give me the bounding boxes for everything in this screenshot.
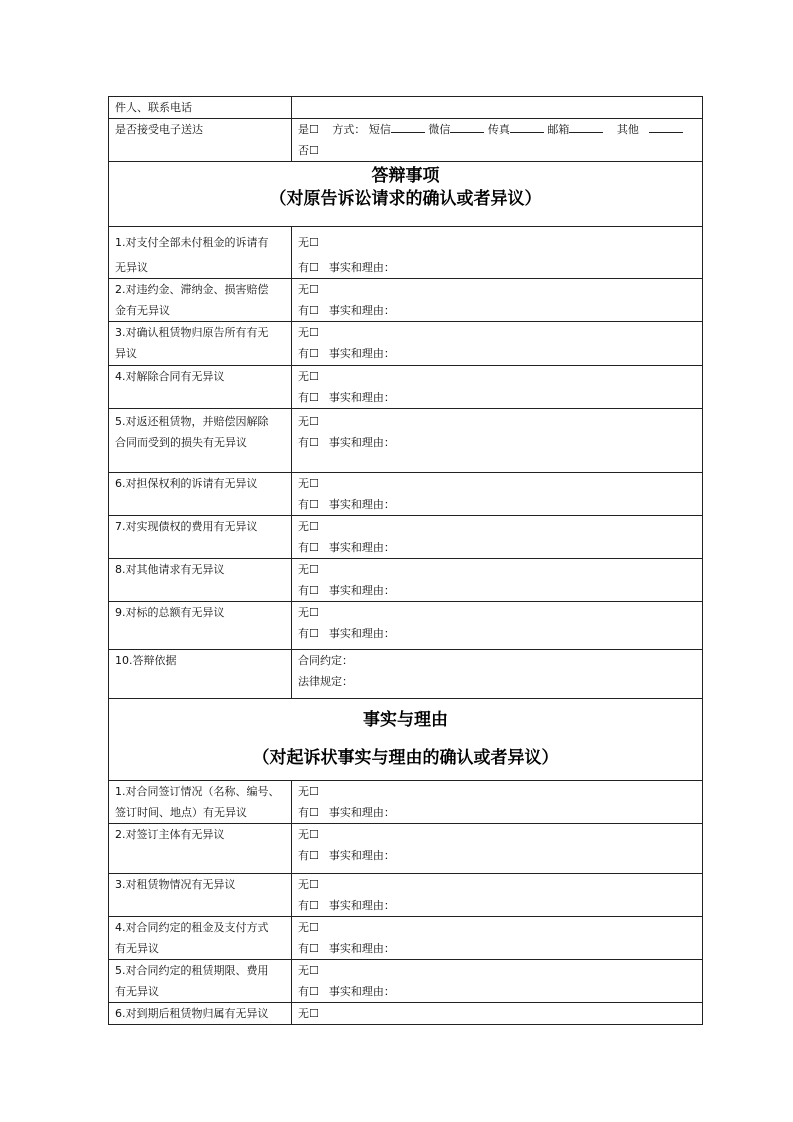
none-checkbox[interactable]: 无☐ (298, 606, 319, 619)
none-checkbox[interactable]: 无☐ (298, 415, 319, 428)
e-service-label: 是否接受电子送达 (115, 123, 203, 136)
section-defense-subtitle: （对原告诉讼请求的确认或者异议） (269, 189, 542, 209)
has-checkbox[interactable]: 有☐ (298, 806, 319, 819)
defense-row-answer (292, 473, 703, 516)
defense-row-label (109, 516, 292, 559)
defense-row (109, 409, 703, 473)
defense-form-table (108, 96, 703, 1025)
defense-row-answer (292, 227, 703, 279)
defense-row-answer (292, 279, 703, 322)
label-line-1: 3.对确认租赁物归原告所有有无 (115, 326, 269, 339)
reason-label: 事实和理由： (328, 806, 395, 819)
defense-row (109, 227, 703, 279)
label-line-1: 2.对签订主体有无异议 (115, 828, 225, 841)
facts-row (109, 824, 703, 874)
reason-label: 事实和理由： (328, 627, 395, 640)
defense-basis-label: 10.答辩依据 (115, 654, 177, 667)
e-service-row (109, 119, 703, 162)
has-line (298, 623, 696, 644)
e-service-yes-line (298, 119, 696, 140)
none-checkbox[interactable]: 无☐ (298, 921, 319, 934)
fax-blank[interactable] (510, 120, 544, 133)
defense-row-label (109, 559, 292, 602)
label-line-2: 金有无异议 (115, 304, 170, 317)
facts-row (109, 917, 703, 960)
facts-row-label (109, 1003, 292, 1025)
defense-row-answer (292, 322, 703, 366)
has-checkbox[interactable]: 有☐ (298, 627, 319, 640)
other-blank[interactable] (649, 120, 683, 133)
defense-row (109, 366, 703, 409)
defense-row-answer (292, 409, 703, 473)
section-facts-title: 事实与理由 (363, 710, 448, 730)
has-checkbox[interactable]: 有☐ (298, 985, 319, 998)
none-checkbox[interactable]: 无☐ (298, 236, 319, 249)
facts-row-answer (292, 917, 703, 960)
mail-blank[interactable] (569, 120, 603, 133)
has-line (298, 580, 696, 601)
facts-row (109, 874, 703, 917)
e-service-mail-label: 邮箱 (547, 123, 570, 136)
reason-label: 事实和理由： (328, 261, 395, 274)
has-checkbox[interactable]: 有☐ (298, 347, 319, 360)
none-checkbox[interactable]: 无☐ (298, 828, 319, 841)
label-line-1: 5.对合同约定的租赁期限、费用 (115, 964, 269, 977)
reason-label: 事实和理由： (328, 849, 395, 862)
section-facts-header (109, 699, 703, 781)
reason-label: 事实和理由： (328, 498, 395, 511)
facts-row-label (109, 781, 292, 824)
label-line-1: 6.对到期后租赁物归属有无异议 (115, 1007, 269, 1020)
label-line-2: 无异议 (115, 261, 148, 274)
none-checkbox[interactable]: 无☐ (298, 878, 319, 891)
facts-row-answer (292, 781, 703, 824)
defense-row-answer (292, 559, 703, 602)
has-checkbox[interactable]: 有☐ (298, 304, 319, 317)
none-checkbox[interactable]: 无☐ (298, 283, 319, 296)
facts-row-answer (292, 960, 703, 1003)
e-service-other-label: 其他 (616, 123, 639, 136)
defense-row-label (109, 279, 292, 322)
reason-label: 事实和理由： (328, 347, 395, 360)
facts-row-label (109, 874, 292, 917)
none-checkbox[interactable]: 无☐ (298, 370, 319, 383)
has-line (298, 300, 696, 321)
label-line-1: 2.对违约金、滞纳金、损害赔偿 (115, 283, 269, 296)
none-checkbox[interactable]: 无☐ (298, 520, 319, 533)
has-line (298, 802, 696, 823)
defense-basis-row (109, 650, 703, 699)
contact-label (109, 97, 292, 119)
has-line (298, 981, 696, 1002)
contact-label-text: 件人、联系电话 (115, 101, 192, 114)
has-line (298, 387, 696, 408)
none-checkbox[interactable]: 无☐ (298, 785, 319, 798)
defense-row (109, 279, 703, 322)
facts-row-label (109, 824, 292, 874)
none-checkbox[interactable]: 无☐ (298, 964, 319, 977)
e-service-yes-checkbox[interactable]: 是☐ (298, 123, 319, 136)
label-line-1: 5.对返还租赁物，并赔偿因解除 (115, 415, 269, 428)
sms-blank[interactable] (391, 120, 425, 133)
e-service-label-cell (109, 119, 292, 162)
facts-row-label (109, 917, 292, 960)
label-line-1: 1.对合同签订情况（名称、编号、 (115, 785, 280, 798)
facts-row (109, 1003, 703, 1025)
defense-row-label (109, 366, 292, 409)
reason-label: 事实和理由： (328, 899, 395, 912)
has-checkbox[interactable]: 有☐ (298, 849, 319, 862)
defense-row (109, 559, 703, 602)
facts-row (109, 781, 703, 824)
defense-row-label (109, 409, 292, 473)
has-line (298, 938, 696, 959)
label-line-1: 3.对租赁物情况有无异议 (115, 878, 236, 891)
has-checkbox[interactable]: 有☐ (298, 498, 319, 511)
has-line (298, 845, 696, 866)
defense-row-label (109, 227, 292, 279)
e-service-options (292, 119, 703, 162)
has-line (298, 494, 696, 515)
reason-label: 事实和理由： (328, 436, 395, 449)
section-defense-title: 答辩事项 (371, 166, 440, 186)
label-line-2: 签订时间、地点）有无异议 (115, 806, 247, 819)
label-line-1: 4.对合同约定的租金及支付方式 (115, 921, 269, 934)
defense-basis-answer[interactable] (292, 650, 703, 699)
section-defense-title-cell (109, 162, 703, 227)
section-facts-title-cell (109, 699, 703, 781)
has-line (298, 537, 696, 558)
has-checkbox[interactable]: 有☐ (298, 261, 319, 274)
none-checkbox[interactable]: 无☐ (298, 1007, 319, 1020)
defense-basis-label-cell (109, 650, 292, 699)
label-line-1: 9.对标的总额有无异议 (115, 606, 225, 619)
label-line-1: 1.对支付全部未付租金的诉请有 (115, 236, 269, 249)
e-service-method-label: 方式： (332, 123, 366, 136)
has-line (298, 432, 696, 453)
label-line-2: 有无异议 (115, 942, 159, 955)
law-basis-label: 法律规定： (298, 675, 353, 688)
has-checkbox[interactable]: 有☐ (298, 541, 319, 554)
label-line-1: 7.对实现债权的费用有无异议 (115, 520, 258, 533)
section-facts-subtitle: （对起诉状事实与理由的确认或者异议） (252, 748, 559, 768)
label-line-1: 4.对解除合同有无异议 (115, 370, 225, 383)
has-line (298, 895, 696, 916)
defense-row-label (109, 602, 292, 650)
has-checkbox[interactable]: 有☐ (298, 899, 319, 912)
has-checkbox[interactable]: 有☐ (298, 942, 319, 955)
defense-row (109, 602, 703, 650)
none-checkbox[interactable]: 无☐ (298, 477, 319, 490)
none-checkbox[interactable]: 无☐ (298, 563, 319, 576)
has-checkbox[interactable]: 有☐ (298, 436, 319, 449)
contract-basis-label: 合同约定： (298, 654, 353, 667)
reason-label: 事实和理由： (328, 391, 395, 404)
reason-label: 事实和理由： (328, 942, 395, 955)
defense-row (109, 322, 703, 366)
reason-label: 事实和理由： (328, 304, 395, 317)
defense-row-label (109, 473, 292, 516)
label-line-2: 异议 (115, 347, 137, 360)
defense-row-answer (292, 516, 703, 559)
contact-value-cell[interactable] (292, 97, 703, 119)
label-line-2: 有无异议 (115, 985, 159, 998)
label-line-1: 6.对担保权利的诉请有无异议 (115, 477, 258, 490)
facts-row (109, 960, 703, 1003)
defense-row-label (109, 322, 292, 366)
facts-row-answer (292, 1003, 703, 1025)
defense-row-answer (292, 602, 703, 650)
facts-row-answer (292, 824, 703, 874)
section-defense-header (109, 162, 703, 227)
reason-label: 事实和理由： (328, 584, 395, 597)
wechat-blank[interactable] (450, 120, 484, 133)
label-line-2: 合同而受到的损失有无异议 (115, 436, 247, 449)
facts-row-label (109, 960, 292, 1003)
has-checkbox[interactable]: 有☐ (298, 584, 319, 597)
label-line-1: 8.对其他请求有无异议 (115, 563, 225, 576)
facts-row-answer (292, 874, 703, 917)
contact-row (109, 97, 703, 119)
has-line (298, 343, 696, 364)
has-checkbox[interactable]: 有☐ (298, 391, 319, 404)
e-service-sms-label: 短信 (368, 123, 391, 136)
has-line (298, 253, 696, 278)
defense-row-answer (292, 366, 703, 409)
e-service-wechat-label: 微信 (428, 123, 451, 136)
none-checkbox[interactable]: 无☐ (298, 326, 319, 339)
defense-row (109, 473, 703, 516)
reason-label: 事实和理由： (328, 541, 395, 554)
e-service-fax-label: 传真 (487, 123, 510, 136)
e-service-no-checkbox[interactable]: 否☐ (298, 144, 319, 157)
defense-row (109, 516, 703, 559)
reason-label: 事实和理由： (328, 985, 395, 998)
